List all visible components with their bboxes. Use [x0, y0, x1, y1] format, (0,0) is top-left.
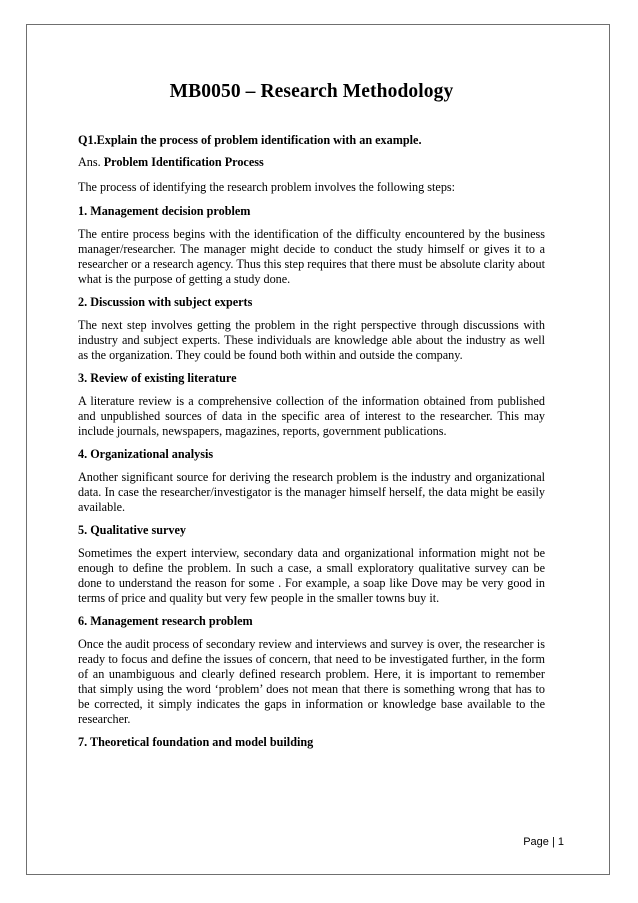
document-content	[78, 80, 545, 758]
section-heading: 1. Management decision problem	[78, 204, 251, 218]
page-number: Page | 1	[523, 836, 564, 848]
section-body: A literature review is a comprehensive collection of the information obtained from published and unpublished sources of data in the specific area of interest to the researcher. This may include journals, newspapers, magazines, reports, government publications.	[78, 394, 545, 438]
answer-line	[78, 155, 545, 170]
section-body: Another significant source for deriving the research problem is the industry and organizational data. In case the researcher/investigator is the manager himself herself, the data might be easily available.	[78, 470, 545, 514]
section-heading: 5. Qualitative survey	[78, 523, 186, 537]
document-title: MB0050 – Research Methodology	[169, 81, 454, 102]
section-body: The entire process begins with the identification of the difficulty encountered by the business manager/researcher. The manager might decide to conduct the study himself or gives it to a researcher or a research agency. Thus this step requires that there must be absolute clarity about what is the purpose of getting a study done.	[78, 227, 545, 286]
section-body: Once the audit process of secondary review and interviews and survey is over, the researcher is ready to focus and define the issues of concern, that need to be investigated further, in the form of an unambiguous and clearly defined research problem. Here, it is important to remember that simply using the word ‘problem’ does not mean that there is something wrong that has to be corrected, it simply indicates the gaps in information or knowledge base available to the researcher.	[78, 637, 545, 726]
answer-prefix: Ans.	[78, 155, 104, 169]
section-heading: 3. Review of existing literature	[78, 371, 237, 385]
section-heading: 4. Organizational analysis	[78, 447, 214, 461]
section-body: Sometimes the expert interview, secondary data and organizational information might not be enough to define the problem. In such a case, a small exploratory qualitative survey can be done to understand the reason for some . For example, a soap like Dove may be very good in terms of price and quality but very few people in the smaller towns buy it.	[78, 546, 545, 605]
question-text: Q1.Explain the process of problem identification with an example.	[78, 133, 422, 147]
section-body: The next step involves getting the problem in the right perspective through discussions with industry and subject experts. These individuals are knowledge able about the industry as well as the organization. They could be found both within and outside the company.	[78, 318, 545, 362]
section-heading: 2. Discussion with subject experts	[78, 295, 253, 309]
answer-heading: Problem Identification Process	[103, 155, 264, 169]
intro-text: The process of identifying the research problem involves the following steps:	[78, 180, 456, 194]
section-heading: 7. Theoretical foundation and model building	[78, 735, 314, 749]
section-heading: 6. Management research problem	[78, 614, 253, 628]
